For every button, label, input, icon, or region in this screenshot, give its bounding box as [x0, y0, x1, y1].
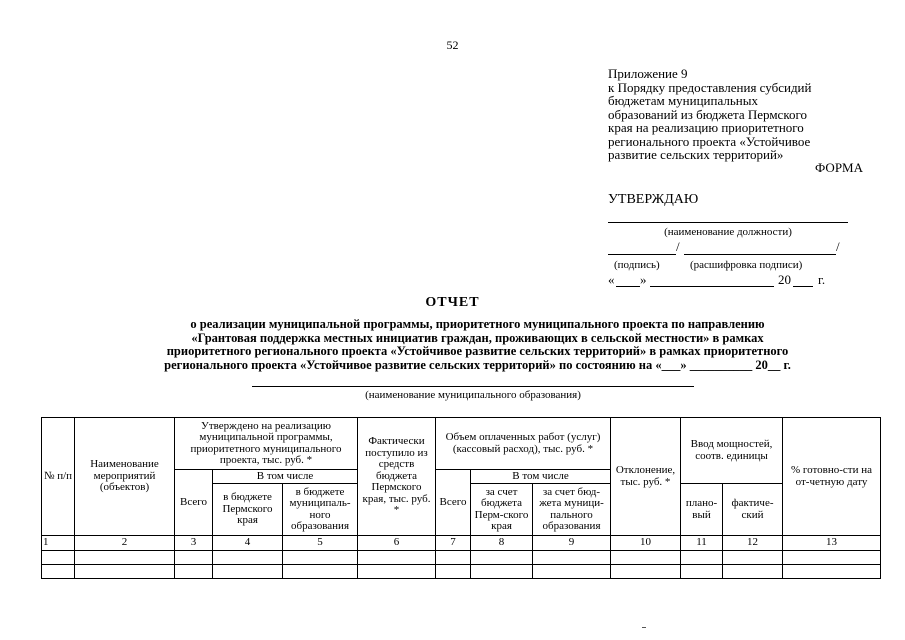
header-approved: Утверждено на реализацию муниципальной программы, приоритетного муниципального проекта, тыс. руб. * — [175, 418, 358, 470]
appendix-line: образований из бюджета Пермского — [608, 106, 807, 122]
date-year-line — [793, 286, 813, 287]
table-cell[interactable] — [213, 565, 283, 579]
header-deviation: Отклонение, тыс. руб. * — [611, 418, 681, 536]
header-paid-total: Всего — [436, 470, 471, 536]
column-number: 1 — [42, 536, 75, 551]
table-cell[interactable] — [723, 551, 783, 565]
municipality-line — [252, 386, 694, 387]
column-number: 11 — [681, 536, 723, 551]
report-subtitle-line: регионального проекта «Устойчивое развитие сельских территорий» по состоянию на «___» __________ 20__ г. — [164, 357, 791, 372]
table-cell[interactable] — [42, 565, 75, 579]
table-cell[interactable] — [213, 551, 283, 565]
table-cell[interactable] — [533, 565, 611, 579]
table-row — [42, 565, 881, 579]
appendix-line: бюджетам муниципальных — [608, 93, 758, 108]
decoding-caption: (расшифровка подписи) — [690, 259, 803, 271]
page-number: 52 — [446, 38, 459, 52]
header-paid-municipal: за счет бюд-жета муници-пального образования — [533, 484, 611, 536]
header-name: Наименование мероприятий (объектов) — [75, 418, 175, 536]
table-cell[interactable] — [358, 551, 436, 565]
table-cell[interactable] — [471, 551, 533, 565]
column-number: 5 — [283, 536, 358, 551]
appendix-line: края на реализацию приоритетного — [608, 120, 804, 135]
approval-title: УТВЕРЖДАЮ — [608, 192, 699, 207]
signature-caption: (подпись) — [614, 259, 660, 271]
report-subtitle — [95, 318, 860, 372]
header-approved-total: Всего — [175, 470, 213, 536]
table-cell[interactable] — [436, 551, 471, 565]
date-year-prefix: 20 — [778, 272, 791, 287]
header-approved-including: В том числе — [213, 470, 358, 484]
position-line — [608, 222, 848, 223]
table-cell[interactable] — [75, 565, 175, 579]
header-paid-regional: за счет бюджета Перм-ского края — [471, 484, 533, 536]
report-subtitle-line: «Грантовая поддержка местных инициатив граждан, проживающих в сельской местности» в рамках — [191, 330, 764, 345]
decoding-line — [684, 254, 836, 255]
header-readiness: % готовно-сти на от-четную дату — [783, 418, 881, 536]
column-number: 8 — [471, 536, 533, 551]
appendix-line: к Порядку предоставления субсидий — [608, 79, 812, 95]
appendix-line: Приложение 9 — [608, 66, 688, 81]
column-number: 3 — [175, 536, 213, 551]
table-cell[interactable] — [471, 565, 533, 579]
date-quote-open: « — [608, 272, 615, 287]
column-number: 12 — [723, 536, 783, 551]
table-cell[interactable] — [436, 565, 471, 579]
table-cell[interactable] — [611, 565, 681, 579]
position-caption: (наименование должности) — [664, 226, 792, 238]
signature-slash: / — [676, 239, 680, 254]
table-cell[interactable] — [783, 551, 881, 565]
date-month-line — [650, 286, 774, 287]
report-subtitle-line: приоритетного регионального проекта «Устойчивое развитие сельских территорий» в рамках приоритетного — [166, 344, 789, 358]
table-cell[interactable] — [42, 551, 75, 565]
header-num: № п/п — [42, 418, 75, 536]
table-cell[interactable] — [611, 551, 681, 565]
column-number: 9 — [533, 536, 611, 551]
table-row — [42, 551, 881, 565]
form-label: ФОРМА — [815, 160, 863, 175]
header-capacity-actual: фактиче-ский — [723, 484, 783, 536]
scan-mark — [642, 627, 646, 628]
table-cell[interactable] — [283, 551, 358, 565]
date-day-line — [616, 286, 640, 287]
table-cell[interactable] — [358, 565, 436, 579]
date-quote-close: » — [640, 272, 647, 287]
report-subtitle-line: о реализации муниципальной программы, приоритетного муниципального проекта по направлению — [190, 317, 765, 331]
header-capacity: Ввод мощностей, соотв. единицы — [681, 418, 783, 484]
column-number: 2 — [75, 536, 175, 551]
report-title: ОТЧЕТ — [425, 295, 480, 310]
column-number: 4 — [213, 536, 283, 551]
date-year-suffix: г. — [818, 272, 826, 287]
table-cell[interactable] — [533, 551, 611, 565]
column-number: 6 — [358, 536, 436, 551]
table-cell[interactable] — [681, 565, 723, 579]
decoding-slash: / — [836, 239, 840, 254]
report-table — [41, 417, 881, 579]
header-received: Фактически поступило из средств бюджета Пермского края, тыс. руб. * — [358, 418, 436, 536]
header-paid: Объем оплаченных работ (услуг) (кассовый расход), тыс. руб. * — [436, 418, 611, 470]
table-cell[interactable] — [175, 551, 213, 565]
municipality-caption: (наименование муниципального образования) — [365, 389, 581, 401]
appendix-line: регионального проекта «Устойчивое — [608, 133, 811, 149]
appendix-block — [608, 67, 878, 162]
header-paid-including: В том числе — [471, 470, 611, 484]
header-capacity-plan: плано-вый — [681, 484, 723, 536]
table-cell[interactable] — [723, 565, 783, 579]
table-cell[interactable] — [175, 565, 213, 579]
column-number: 10 — [611, 536, 681, 551]
appendix-line: развитие сельских территорий» — [608, 147, 784, 162]
header-approved-municipal: в бюджете муниципаль-ного образования — [283, 484, 358, 536]
signature-line — [608, 254, 676, 255]
table-cell[interactable] — [75, 551, 175, 565]
column-number: 13 — [783, 536, 881, 551]
column-number: 7 — [436, 536, 471, 551]
table-cell[interactable] — [283, 565, 358, 579]
table-cell[interactable] — [681, 551, 723, 565]
header-approved-regional: в бюджете Пермского края — [213, 484, 283, 536]
table-cell[interactable] — [783, 565, 881, 579]
